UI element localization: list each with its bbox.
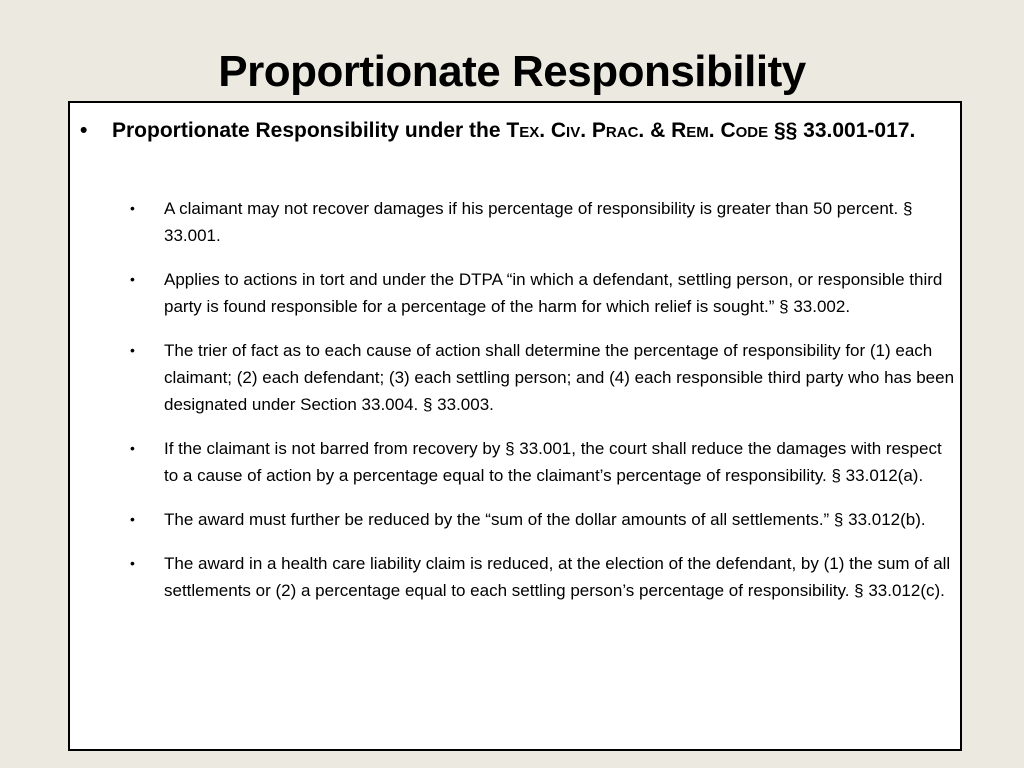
sub-bullet-dot: • (130, 511, 135, 527)
sub-bullet-text: If the claimant is not barred from recovery by § 33.001, the court shall reduce the damages with respect to a cause of action by a percentage equal to the claimant’s percentage of responsibility. § 33.012(a). (164, 439, 942, 485)
sub-bullet-dot: • (130, 200, 135, 216)
main-bullet-suffix: §§ 33.001-017. (773, 119, 916, 142)
sub-bullet-item (124, 266, 958, 320)
sub-bullet-item (124, 506, 958, 533)
main-bullet (80, 115, 950, 147)
code-tex: Tex. (506, 119, 546, 142)
sub-bullet-dot: • (130, 271, 135, 287)
code-amp: & (650, 119, 666, 142)
slide-title: Proportionate Responsibility (218, 47, 806, 96)
code-prac: Prac. (591, 119, 645, 142)
main-bullet-prefix: Proportionate Responsibility under the (112, 119, 507, 142)
sub-bullet-dot: • (130, 342, 135, 358)
sub-bullet-dot: • (130, 440, 135, 456)
sub-bullet-item (124, 337, 958, 418)
main-bullet-text (112, 115, 950, 147)
sub-bullet-text: The award in a health care liability claim is reduced, at the election of the defendant, by (1) the sum of all settlements or (2) a percentage equal to each settling person’s percentage of responsibility. § 33.012(c). (164, 554, 951, 600)
sub-bullet-text: A claimant may not recover damages if his percentage of responsibility is greater than 50 percent. § 33.001. (164, 199, 913, 245)
content-box (68, 101, 962, 751)
sub-bullet-item (124, 550, 958, 604)
sub-bullet-item (124, 195, 958, 249)
sub-bullet-text: Applies to actions in tort and under the DTPA “in which a defendant, settling person, or responsible third party is found responsible for a percentage of the harm for which relief is sought.” § 33.002. (164, 270, 943, 316)
code-civ: Civ. (550, 119, 587, 142)
sub-bullet-dot: • (130, 555, 135, 571)
sub-bullet-list (124, 195, 958, 621)
main-bullet-dot: • (80, 119, 88, 142)
code-rem: Rem. (671, 119, 715, 142)
sub-bullet-item (124, 435, 958, 489)
sub-bullet-text: The trier of fact as to each cause of action shall determine the percentage of responsibility for (1) each claimant; (2) each defendant; (3) each settling person; and (4) each responsible third party who has been designated under Section 33.004. § 33.003. (164, 341, 955, 414)
sub-bullet-text: The award must further be reduced by the “sum of the dollar amounts of all settlements.” § 33.012(b). (164, 510, 926, 529)
code-code: Code (720, 119, 769, 142)
